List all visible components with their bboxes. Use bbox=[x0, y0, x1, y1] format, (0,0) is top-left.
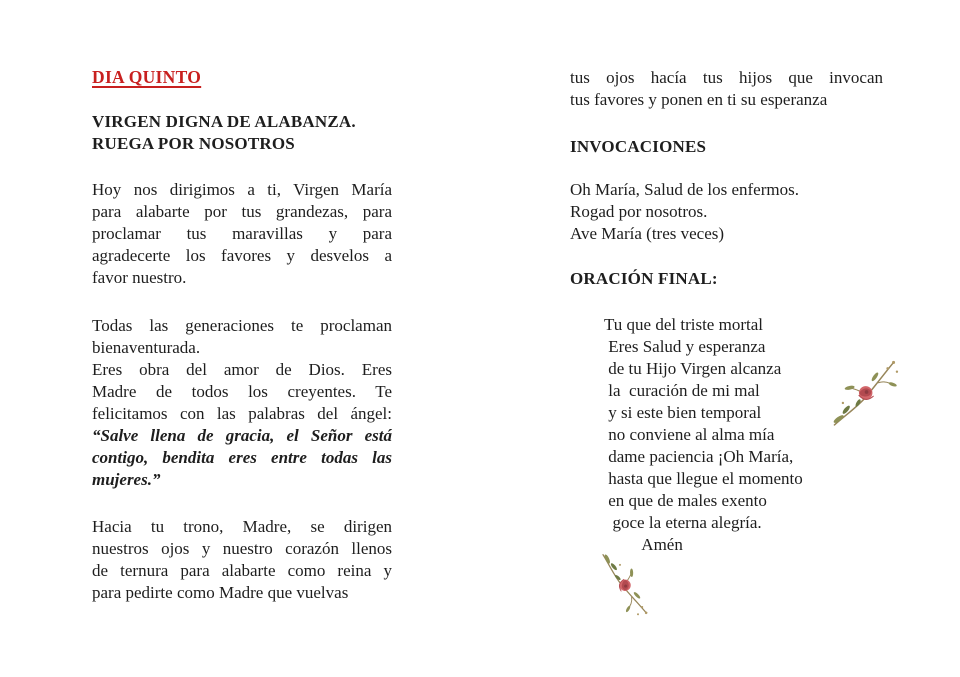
paragraph-3 bbox=[92, 516, 392, 604]
day-title: DIA QUINTO bbox=[92, 67, 202, 87]
invocation-line: Ave María (tres veces) bbox=[570, 224, 725, 243]
poem-line: Tu que del triste mortal bbox=[604, 315, 763, 334]
poem-line: de tu Hijo Virgen alcanza bbox=[604, 359, 782, 378]
rose-sprig-icon bbox=[589, 547, 663, 621]
paragraph-2 bbox=[92, 315, 392, 491]
invocations-list bbox=[570, 179, 883, 245]
text-line: tus favores y ponen en ti su esperanza bbox=[570, 90, 828, 109]
text-line: de ternura para alabarte como reina y bbox=[92, 561, 392, 580]
poem-line: dame paciencia ¡Oh María, bbox=[604, 447, 794, 466]
poem-line: hasta que llegue el momento bbox=[604, 469, 803, 488]
text-line: Hacia tu trono, Madre, se dirigen bbox=[92, 517, 392, 536]
invocation-line: Oh María, Salud de los enfermos. bbox=[570, 180, 799, 199]
text-line: agradecerte los favores y desvelos a bbox=[92, 246, 392, 265]
text-line: tus ojos hacía tus hijos que invocan bbox=[570, 68, 883, 87]
section-title bbox=[92, 111, 392, 155]
quote-line: contigo, bendita eres entre todas las bbox=[92, 448, 392, 467]
poem-line: no conviene al alma mía bbox=[604, 425, 775, 444]
section-title-line: RUEGA POR NOSOTROS bbox=[92, 134, 295, 153]
left-column bbox=[92, 0, 392, 677]
text-line: bienaventurada. bbox=[92, 338, 201, 357]
poem-line: en que de males exento bbox=[604, 491, 767, 510]
poem-line: y si este bien temporal bbox=[604, 403, 762, 422]
quote-line: mujeres.” bbox=[92, 470, 161, 489]
text-line: Hoy nos dirigimos a ti, Virgen María bbox=[92, 180, 392, 199]
poem-line: goce la eterna alegría. bbox=[604, 513, 762, 532]
text-line: Todas las generaciones te proclaman bbox=[92, 316, 392, 335]
text-line: felicitamos con las palabras del ángel: bbox=[92, 404, 392, 423]
final-prayer-title: ORACIÓN FINAL: bbox=[570, 269, 718, 288]
poem-line: la curación de mi mal bbox=[604, 381, 760, 400]
invocation-line: Rogad por nosotros. bbox=[570, 202, 708, 221]
text-line: favor nuestro. bbox=[92, 268, 187, 287]
paragraph-1 bbox=[92, 179, 392, 289]
poem-line: Eres Salud y esperanza bbox=[604, 337, 766, 356]
final-prayer-poem bbox=[570, 314, 917, 556]
text-line: Eres obra del amor de Dios. Eres bbox=[92, 360, 392, 379]
text-line: para pedirte como Madre que vuelvas bbox=[92, 583, 349, 602]
text-line: proclamar tus maravillas y para bbox=[92, 224, 392, 243]
invocations-title: INVOCACIONES bbox=[570, 137, 707, 156]
rose-sprig-icon bbox=[826, 354, 902, 430]
text-line: nuestros ojos y nuestro corazón llenos bbox=[92, 539, 392, 558]
continuation-paragraph bbox=[570, 67, 883, 111]
poem-line: Amén bbox=[604, 535, 683, 554]
text-line: para alabarte por tus grandezas, para bbox=[92, 202, 392, 221]
text-line: Madre de todos los creyentes. Te bbox=[92, 382, 392, 401]
quote-line: “Salve llena de gracia, el Señor está bbox=[92, 426, 392, 445]
section-title-line: VIRGEN DIGNA DE ALABANZA. bbox=[92, 112, 356, 131]
